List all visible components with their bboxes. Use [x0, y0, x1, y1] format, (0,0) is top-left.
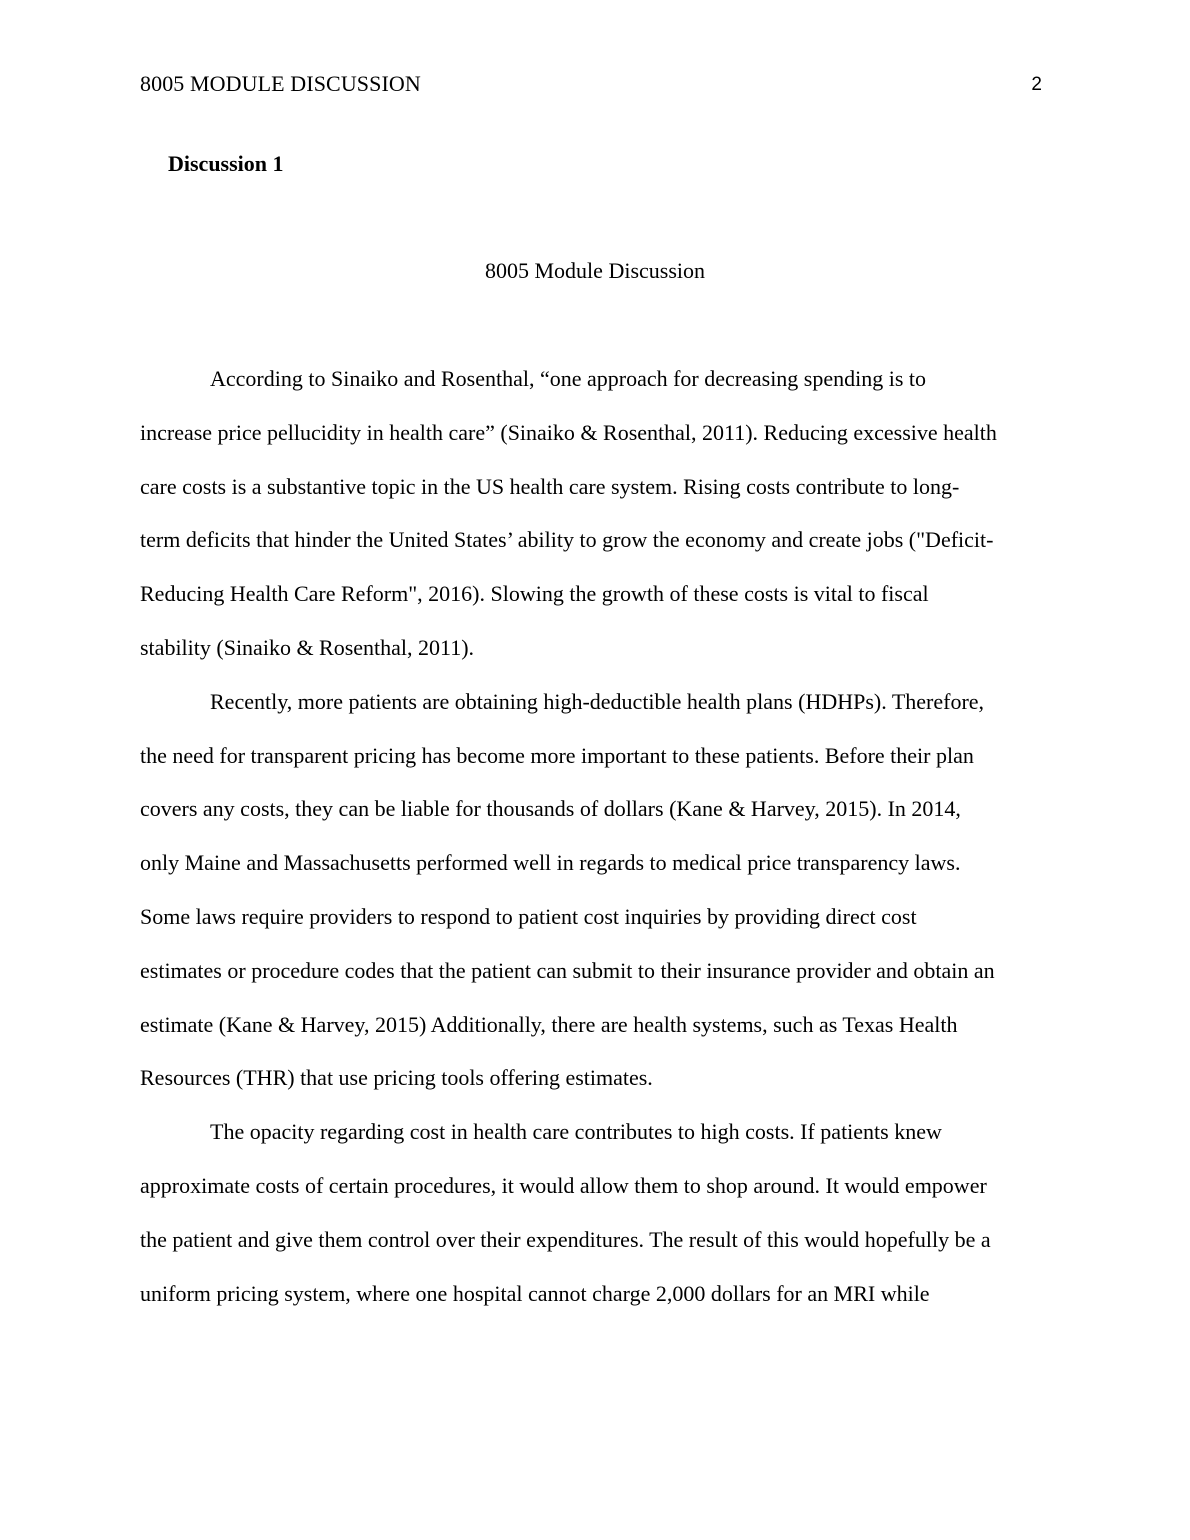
running-head: 8005 MODULE DISCUSSION	[140, 71, 421, 96]
text-line: estimate (Kane & Harvey, 2015) Additionally, there are health systems, such as Texas Health	[140, 1011, 958, 1037]
document-title: 8005 Module Discussion	[485, 258, 705, 283]
text-line: The opacity regarding cost in health care contributes to high costs. If patients knew	[210, 1119, 942, 1145]
text-line: Reducing Health Care Reform", 2016). Slowing the growth of these costs is vital to fiscal	[140, 581, 929, 607]
paragraph	[140, 1105, 1052, 1320]
text-line: term deficits that hinder the United States’ ability to grow the economy and create jobs ("Deficit-	[140, 527, 994, 553]
text-line: Recently, more patients are obtaining high-deductible health plans (HDHPs). Therefore,	[210, 688, 985, 714]
text-line: the need for transparent pricing has become more important to these patients. Before their plan	[140, 742, 974, 768]
text-line: care costs is a substantive topic in the US health care system. Rising costs contribute to long-	[140, 473, 960, 499]
text-line: uniform pricing system, where one hospital cannot charge 2,000 dollars for an MRI while	[140, 1280, 930, 1306]
text-line: increase price pellucidity in health care” (Sinaiko & Rosenthal, 2011). Reducing excessive health	[140, 419, 997, 445]
text-line: Some laws require providers to respond to patient cost inquiries by providing direct cost	[140, 903, 917, 929]
text-line: covers any costs, they can be liable for thousands of dollars (Kane & Harvey, 2015). In 2014,	[140, 796, 961, 822]
text-line: only Maine and Massachusetts performed well in regards to medical price transparency laws.	[140, 850, 961, 876]
text-line: stability (Sinaiko & Rosenthal, 2011).	[140, 634, 475, 660]
text-line: approximate costs of certain procedures, it would allow them to shop around. It would empower	[140, 1172, 987, 1198]
paragraph	[140, 675, 1052, 1105]
text-line: According to Sinaiko and Rosenthal, “one approach for decreasing spending is to	[210, 366, 927, 391]
page-number: 2	[1031, 74, 1042, 95]
text-line: Resources (THR) that use pricing tools offering estimates.	[140, 1065, 653, 1091]
section-heading: Discussion 1	[168, 151, 284, 176]
paragraph	[140, 352, 1052, 675]
body-text	[140, 352, 1052, 1320]
text-line: estimates or procedure codes that the patient can submit to their insurance provider and obtain an	[140, 957, 995, 983]
text-line: the patient and give them control over their expenditures. The result of this would hopefully be a	[140, 1226, 991, 1252]
